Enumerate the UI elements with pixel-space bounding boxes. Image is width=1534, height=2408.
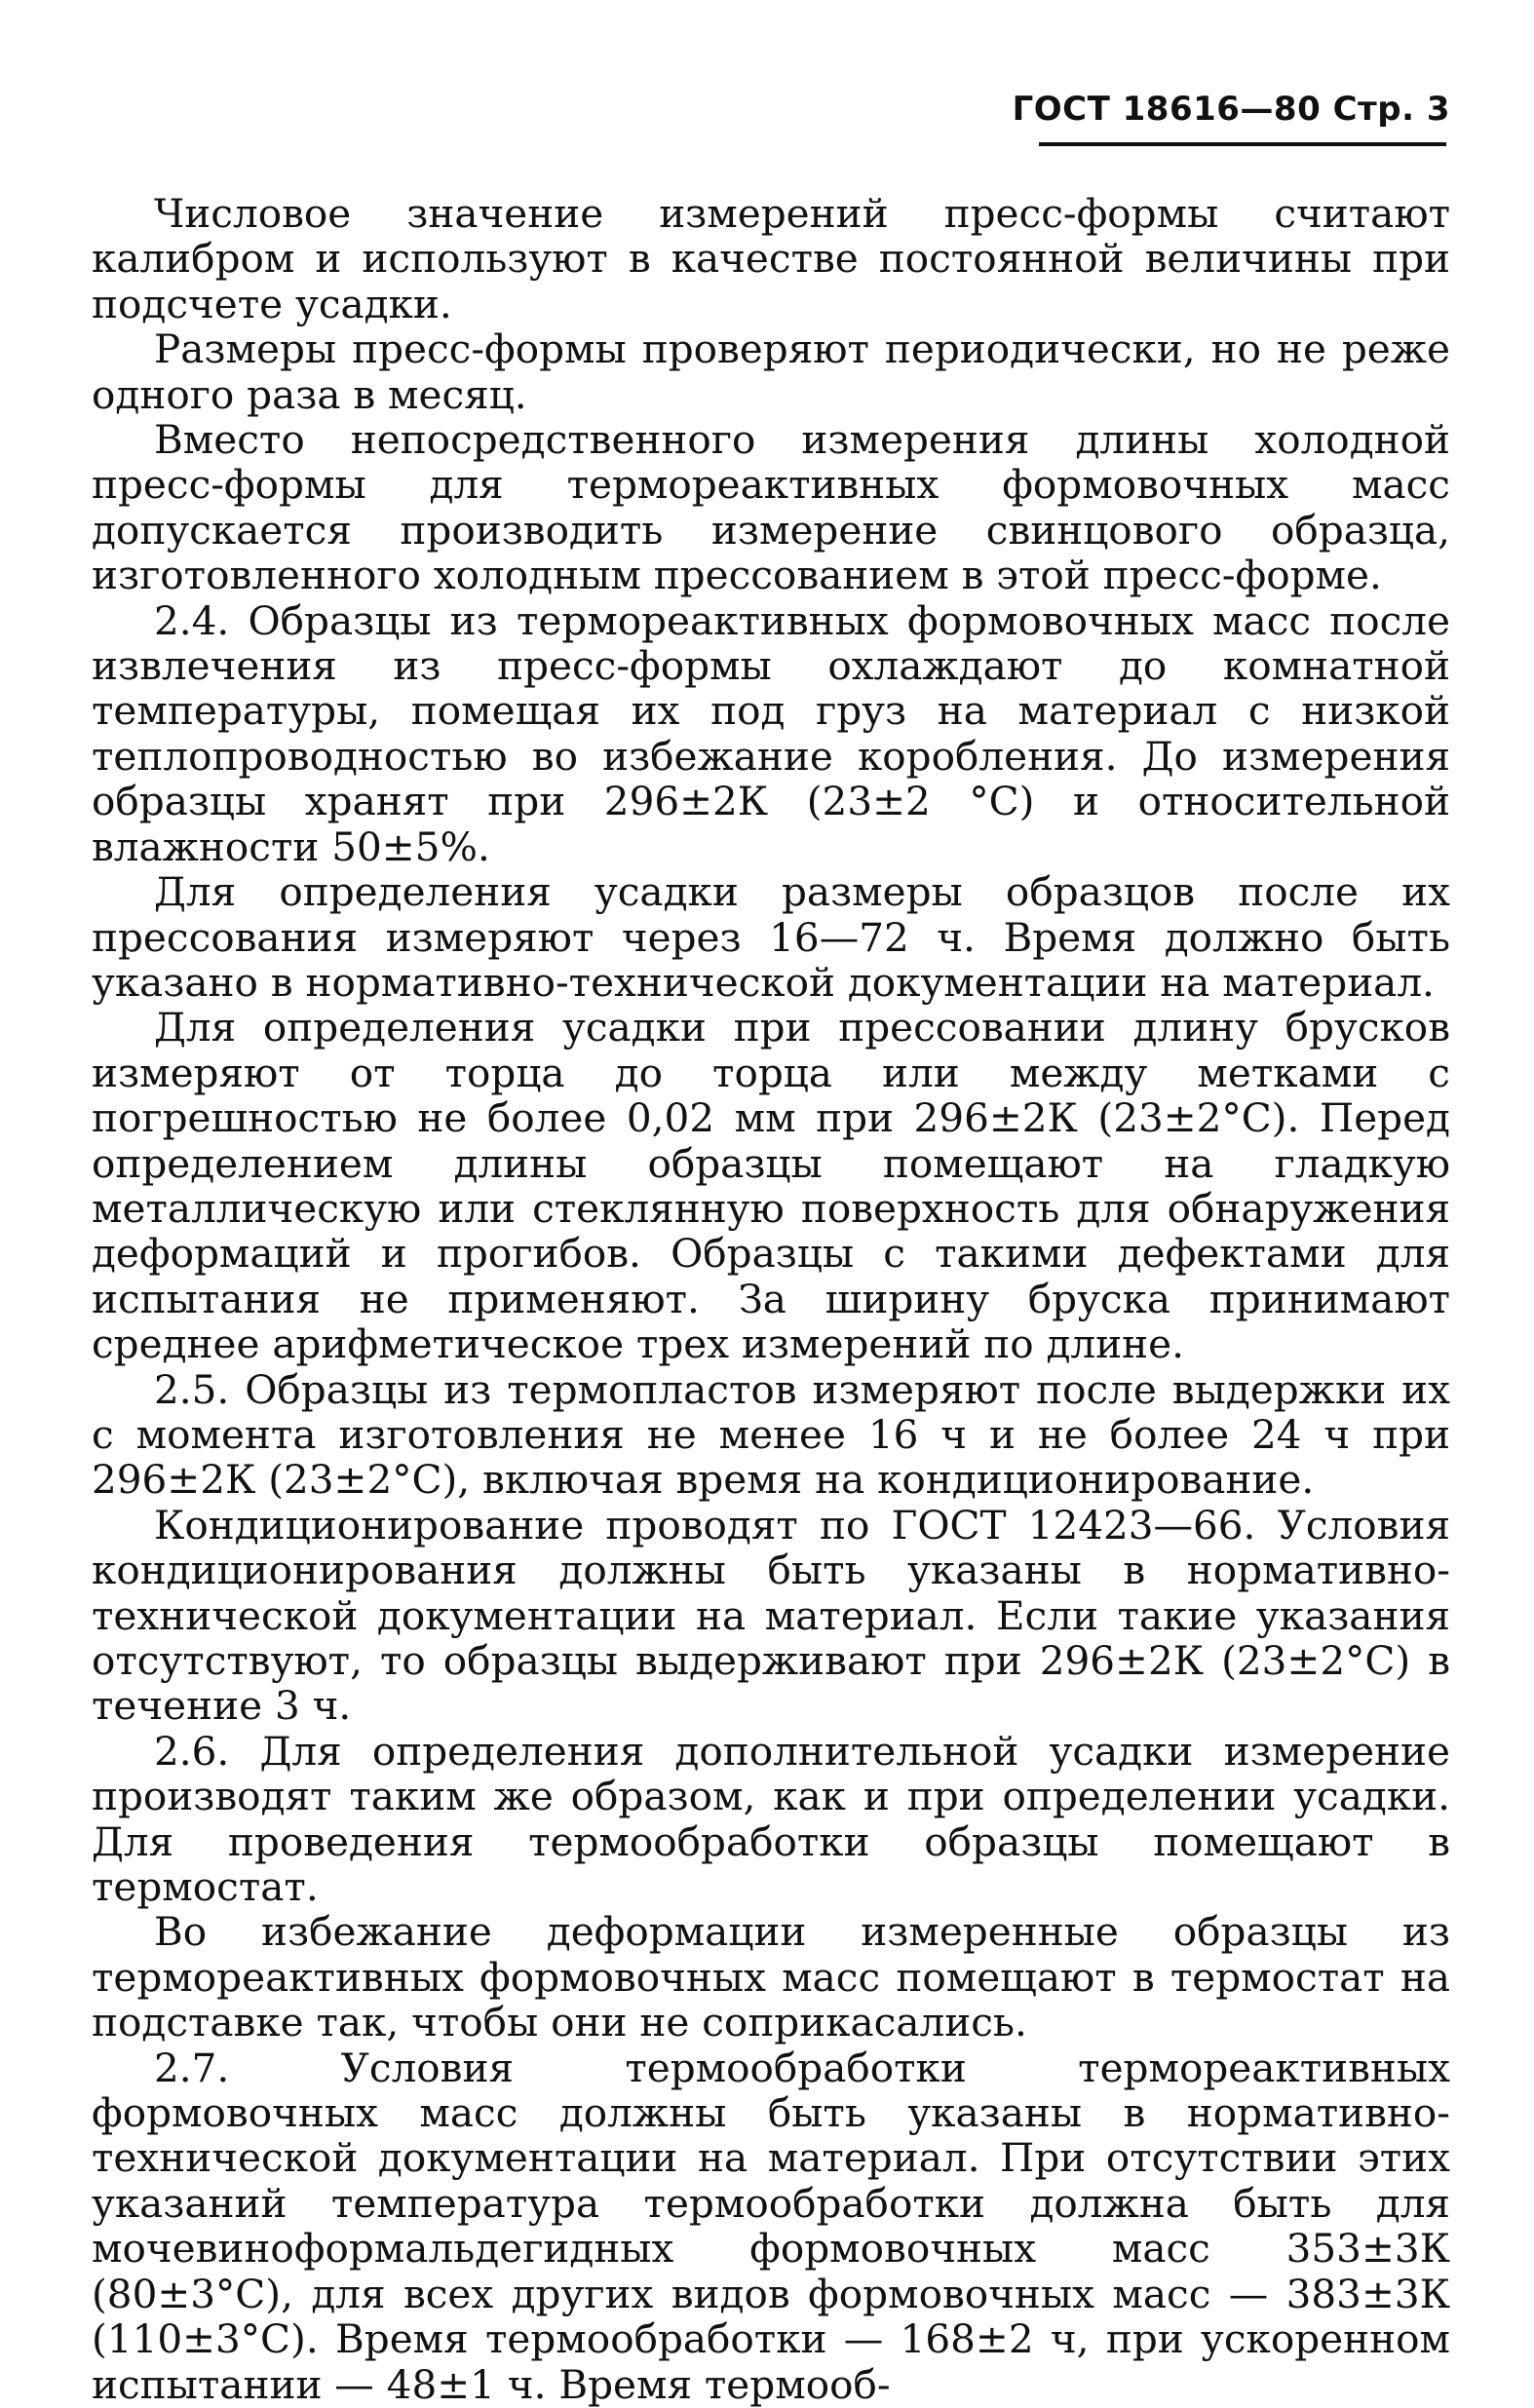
paragraph: Во избежание деформации измеренные образцы из термореактивных формовочных масс помещают в термостат на подставке так, чтобы они не соприкасались. (92, 1908, 1450, 2046)
paragraph-section-2-6: 2.6. Для определения дополнительной усадки измерение производят таким же образом, как и при определении усадки. Для проведения термообработки образцы помещают в термостат. (92, 1727, 1450, 1911)
paragraph: Кондиционирование проводят по ГОСТ 12423—66. Условия кондиционирования должны быть указаны в нормативно-технической документации на материал. Если такие указания отсутствуют, то образцы выдерживают при 296±2К (23±2°С) в течение 3 ч. (92, 1501, 1450, 1730)
paragraph-section-2-5: 2.5. Образцы из термопластов измеряют после выдержки их с момента изготовления не менее 16 ч и не более 24 ч при 296±2К (23±2°С), включая время на кондиционирование. (92, 1365, 1450, 1504)
paragraph-section-2-4: 2.4. Образцы из термореактивных формовочных масс после извлечения из пресс-формы охлаждают до комнатной температуры, помещая их под груз на материал с низкой теплопроводностью во избежание коробления. До измерения образцы хранят при 296±2К (23±2 °С) и относительной влажности 50±5%. (92, 596, 1450, 870)
paragraph: Вместо непосредственного измерения длины холодной пресс-формы для термореактивных формовочных масс допускается производить измерение свинцового образца, изготовленного холодным прессованием в этой пресс-форме. (92, 416, 1450, 599)
document-body (92, 191, 1450, 2407)
page-header: ГОСТ 18616—80 Стр. 3 (1012, 90, 1450, 129)
paragraph: Для определения усадки при прессовании длину брусков измеряют от торца до торца или между метками с погрешностью не более 0,02 мм при 296±2К (23±2°С). Перед определением длины образцы помещают на гладкую металлическую или стеклянную поверхность для обнаружения деформаций и прогибов. Образцы с такими дефектами для испытания не применяют. За ширину бруска принимают среднее арифметическое трех измерений по длине. (92, 1004, 1450, 1368)
paragraph: Числовое значение измерений пресс-формы считают калибром и используют в качестве постоянной величины при подсчете усадки. (92, 190, 1450, 327)
paragraph: Для определения усадки размеры образцов после их прессования измеряют через 16—72 ч. Время должно быть указано в нормативно-технической документации на материал. (92, 868, 1450, 1006)
paragraph-section-2-7: 2.7. Условия термообработки термореактивных формовочных масс должны быть указаны в нормативно-технической документации на материал. При отсутствии этих указаний температура термообработки должна быть для мочевиноформальдегидных формовочных масс 353±3К (80±3°С), для всех других видов формовочных масс — 383±3К (110±3°С). Время термообработки — 168±2 ч, при ускоренном испытании — 48±1 ч. Время термооб- (92, 2044, 1450, 2408)
header-rule (1039, 142, 1446, 146)
paragraph: Размеры пресс-формы проверяют периодически, но не реже одного раза в месяц. (92, 325, 1450, 418)
